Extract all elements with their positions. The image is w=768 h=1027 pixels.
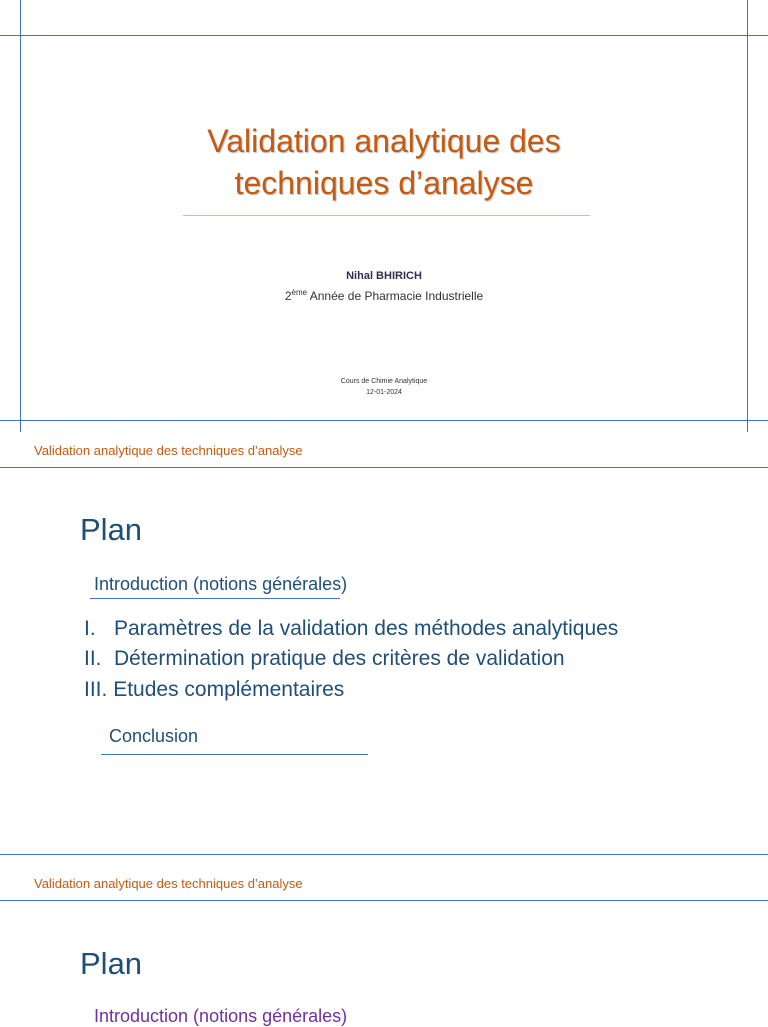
program-ordinal: ème xyxy=(291,288,308,297)
plan-item-3-number: III. xyxy=(84,678,108,701)
presentation-title xyxy=(0,120,768,204)
program-line xyxy=(0,288,768,303)
slide2-intro: Introduction (notions générales) xyxy=(94,574,348,594)
course-name: Cours de Chimie Analytique xyxy=(340,378,428,385)
frame-line-top xyxy=(0,35,768,36)
slide2-conclusion-underline xyxy=(101,754,368,755)
slide3-plan-title: Plan xyxy=(80,946,143,981)
plan-item-1 xyxy=(84,617,618,641)
plan-item-2 xyxy=(84,647,565,671)
plan-item-2-label: Détermination pratique des critères de validation xyxy=(114,647,565,670)
slide2-intro-underline xyxy=(90,598,340,599)
slide3-header: Validation analytique des techniques d’analyse xyxy=(34,876,303,891)
slide-separator xyxy=(0,854,768,855)
frame-line-right xyxy=(747,0,748,432)
plan-item-1-number: I. xyxy=(84,617,96,640)
plan-item-1-label: Paramètres de la validation des méthodes analytiques xyxy=(114,617,619,640)
slide2-header-line xyxy=(0,467,768,468)
course-date: 12-01-2024 xyxy=(366,389,402,396)
title-line-2: techniques d’analyse xyxy=(234,165,534,201)
plan-item-2-number: II. xyxy=(84,647,102,670)
plan-item-3 xyxy=(84,678,344,702)
title-underline xyxy=(183,215,590,216)
slide3-header-line xyxy=(0,900,768,901)
frame-line-bottom xyxy=(0,420,768,421)
slide3-intro: Introduction (notions générales) xyxy=(94,1006,348,1026)
frame-line-left xyxy=(20,0,21,432)
slide2-header: Validation analytique des techniques d’analyse xyxy=(34,443,303,458)
title-line-1: Validation analytique des xyxy=(207,123,561,159)
author-name: Nihal BHIRICH xyxy=(346,270,422,282)
slide2-conclusion: Conclusion xyxy=(109,726,199,746)
program-name: Année de Pharmacie Industrielle xyxy=(307,289,484,303)
slide2-plan-title: Plan xyxy=(80,512,143,547)
plan-item-3-label: Etudes complémentaires xyxy=(113,678,345,701)
program-year: 2 xyxy=(284,289,292,303)
